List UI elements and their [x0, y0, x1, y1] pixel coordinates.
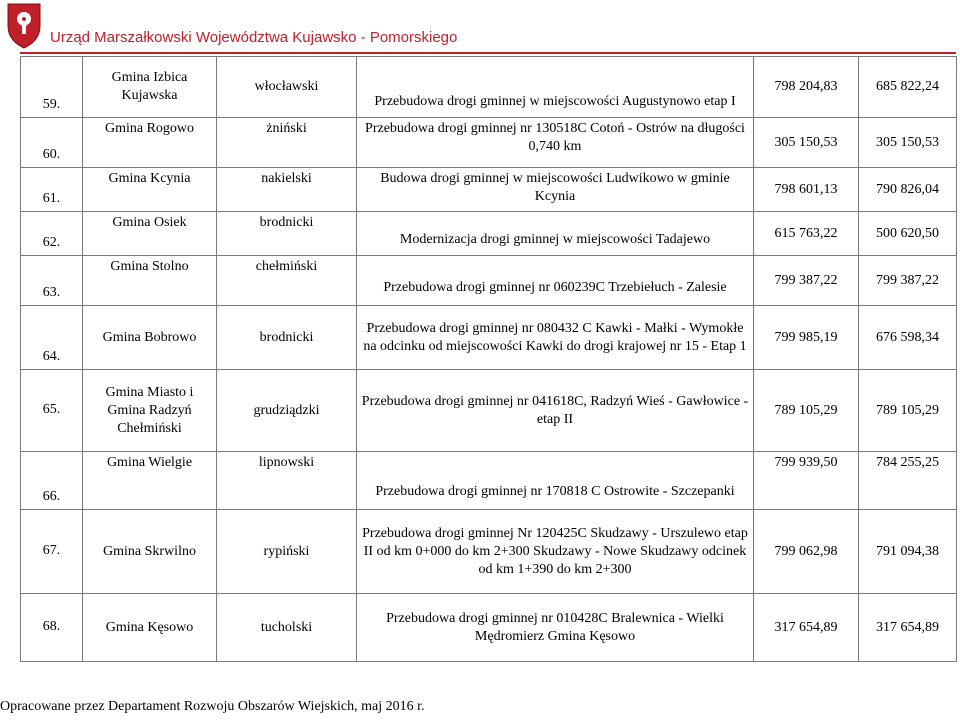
table-row — [21, 256, 957, 306]
gmina-name: Gmina Wielgie — [83, 452, 217, 510]
project-title: Modernizacja drogi gminnej w miejscowości Tadajewo — [357, 212, 754, 256]
grant-value: 305 150,53 — [859, 118, 957, 168]
row-number: 65. — [21, 370, 83, 452]
powiat-name: grudziądzki — [217, 370, 357, 452]
row-number: 64. — [21, 306, 83, 370]
project-title: Przebudowa drogi gminnej nr 010428C Bralewnica - Wielki Mędromierz Gmina Kęsowo — [357, 594, 754, 662]
gmina-name: Gmina Stolno — [83, 256, 217, 306]
table-row — [21, 57, 957, 118]
row-number: 63. — [21, 256, 83, 306]
table-row — [21, 168, 957, 212]
total-value: 798 601,13 — [754, 168, 859, 212]
gmina-name: Gmina Skrwilno — [83, 510, 217, 594]
row-number: 61. — [21, 168, 83, 212]
row-number: 66. — [21, 452, 83, 510]
grant-value: 676 598,34 — [859, 306, 957, 370]
total-value: 799 939,50 — [754, 452, 859, 510]
grant-value: 500 620,50 — [859, 212, 957, 256]
office-title: Urząd Marszałkowski Województwa Kujawsko - Pomorskiego — [50, 29, 458, 46]
project-title: Przebudowa drogi gminnej nr 060239C Trzebiełuch - Zalesie — [357, 256, 754, 306]
total-value: 799 387,22 — [754, 256, 859, 306]
total-value: 789 105,29 — [754, 370, 859, 452]
powiat-name: brodnicki — [217, 212, 357, 256]
table-row — [21, 452, 957, 510]
powiat-name: włocławski — [217, 57, 357, 118]
grant-value: 791 094,38 — [859, 510, 957, 594]
page-header — [0, 0, 960, 58]
grant-value: 784 255,25 — [859, 452, 957, 510]
total-value: 799 062,98 — [754, 510, 859, 594]
page-footer: Opracowane przez Departament Rozwoju Obszarów Wiejskich, maj 2016 r. — [0, 699, 425, 714]
gmina-name: Gmina Kcynia — [83, 168, 217, 212]
powiat-name: nakielski — [217, 168, 357, 212]
table-row — [21, 306, 957, 370]
powiat-name: tucholski — [217, 594, 357, 662]
coat-of-arms-icon — [4, 0, 44, 50]
table-row — [21, 370, 957, 452]
project-title: Przebudowa drogi gminnej nr 130518C Cotoń - Ostrów na długości 0,740 km — [357, 118, 754, 168]
powiat-name: żniński — [217, 118, 357, 168]
total-value: 799 985,19 — [754, 306, 859, 370]
total-value: 305 150,53 — [754, 118, 859, 168]
gmina-name: Gmina Rogowo — [83, 118, 217, 168]
table-row — [21, 594, 957, 662]
total-value: 317 654,89 — [754, 594, 859, 662]
grant-value: 317 654,89 — [859, 594, 957, 662]
grant-value: 685 822,24 — [859, 57, 957, 118]
powiat-name: chełmiński — [217, 256, 357, 306]
table-row — [21, 212, 957, 256]
gmina-name: Gmina Osiek — [83, 212, 217, 256]
row-number: 67. — [21, 510, 83, 594]
row-number: 62. — [21, 212, 83, 256]
gmina-name: Gmina Miasto i Gmina Radzyń Chełmiński — [83, 370, 217, 452]
grant-value: 790 826,04 — [859, 168, 957, 212]
project-title: Budowa drogi gminnej w miejscowości Ludwikowo w gminie Kcynia — [357, 168, 754, 212]
powiat-name: lipnowski — [217, 452, 357, 510]
row-number: 60. — [21, 118, 83, 168]
project-title: Przebudowa drogi gminnej nr 170818 C Ostrowite - Szczepanki — [357, 452, 754, 510]
grant-value: 789 105,29 — [859, 370, 957, 452]
gmina-name: Gmina Kęsowo — [83, 594, 217, 662]
total-value: 615 763,22 — [754, 212, 859, 256]
project-title: Przebudowa drogi gminnej w miejscowości Augustynowo etap I — [357, 57, 754, 118]
project-title: Przebudowa drogi gminnej nr 080432 C Kawki - Małki - Wymokłe na odcinku od miejscowości Kawki do drogi krajowej nr 15 - Etap 1 — [357, 306, 754, 370]
project-title: Przebudowa drogi gminnej Nr 120425C Skudzawy - Urszulewo etap II od km 0+000 do km 2+300 Skudzawy - Nowe Skudzawy odcinek od km 1+390 do km 2+300 — [357, 510, 754, 594]
row-number: 68. — [21, 594, 83, 662]
table-row — [21, 118, 957, 168]
header-divider — [20, 52, 956, 54]
gmina-name: Gmina Izbica Kujawska — [83, 57, 217, 118]
project-title: Przebudowa drogi gminnej nr 041618C, Radzyń Wieś - Gawłowice - etap II — [357, 370, 754, 452]
gmina-name: Gmina Bobrowo — [83, 306, 217, 370]
grants-table — [20, 56, 957, 662]
table-row — [21, 510, 957, 594]
row-number: 59. — [21, 57, 83, 118]
grant-value: 799 387,22 — [859, 256, 957, 306]
powiat-name: brodnicki — [217, 306, 357, 370]
powiat-name: rypiński — [217, 510, 357, 594]
total-value: 798 204,83 — [754, 57, 859, 118]
